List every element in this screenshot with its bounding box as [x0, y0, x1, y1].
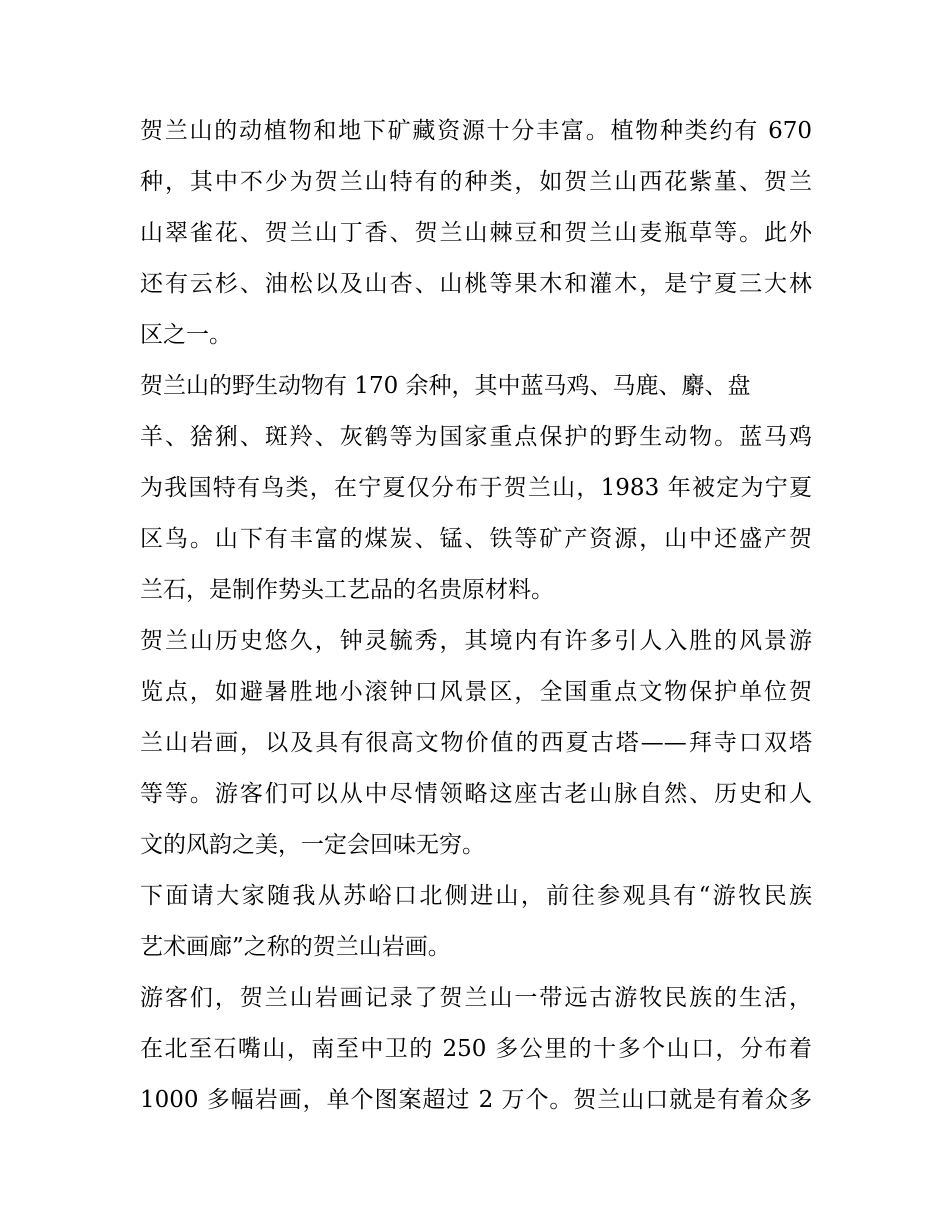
paragraph-flora [140, 106, 812, 361]
text-line: 艺术画廊”之称的贺兰山岩画。 [140, 934, 451, 960]
text-line: 文的风韵之美，一定会回味无穷。 [140, 832, 485, 858]
document-body [140, 106, 812, 1126]
text-line: 下面请大家随我从苏峪口北侧进山，前往参观具有“游牧民族 [140, 883, 812, 909]
text-line: 贺兰山的野生动物有 170 余种，其中蓝马鸡、马鹿、麝、盘 [140, 373, 751, 399]
text-line: 兰石，是制作势头工艺品的名贵原材料。 [140, 577, 554, 603]
text-line: 为我国特有鸟类，在宁夏仅分布于贺兰山，1983 年被定为宁夏 [140, 475, 812, 501]
text-line: 贺兰山历史悠久，钟灵毓秀，其境内有许多引人入胜的风景游 [140, 628, 812, 654]
text-line: 羊、猞猁、斑羚、灰鹤等为国家重点保护的野生动物。蓝马鸡 [140, 424, 812, 450]
text-line: 览点，如避暑胜地小滚钟口风景区，全国重点文物保护单位贺 [140, 679, 812, 705]
paragraph-rock-art [140, 973, 812, 1126]
paragraph-history [140, 616, 812, 871]
text-line: 区鸟。山下有丰富的煤炭、锰、铁等矿产资源，山中还盛产贺 [140, 526, 812, 552]
text-line: 游客们，贺兰山岩画记录了贺兰山一带远古游牧民族的生活， [140, 985, 812, 1011]
text-line: 区之一。 [140, 322, 232, 348]
paragraph-invitation [140, 871, 812, 973]
text-line: 在北至石嘴山，南至中卫的 250 多公里的十多个山口，分布着 [140, 1036, 812, 1062]
text-line: 等等。游客们可以从中尽情领略这座古老山脉自然、历史和人 [140, 781, 812, 807]
text-line: 兰山岩画，以及具有很高文物价值的西夏古塔——拜寺口双塔 [140, 730, 812, 756]
text-line: 山翠雀花、贺兰山丁香、贺兰山棘豆和贺兰山麦瓶草等。此外 [140, 220, 812, 246]
text-line: 还有云杉、油松以及山杏、山桃等果木和灌木，是宁夏三大林 [140, 271, 812, 297]
text-line: 贺兰山的动植物和地下矿藏资源十分丰富。植物种类约有 670 [140, 118, 812, 144]
text-line: 种，其中不少为贺兰山特有的种类，如贺兰山西花紫堇、贺兰 [140, 169, 812, 195]
paragraph-fauna [140, 361, 812, 616]
text-line: 1000 多幅岩画，单个图案超过 2 万个。贺兰山口就是有着众多 [140, 1087, 812, 1113]
